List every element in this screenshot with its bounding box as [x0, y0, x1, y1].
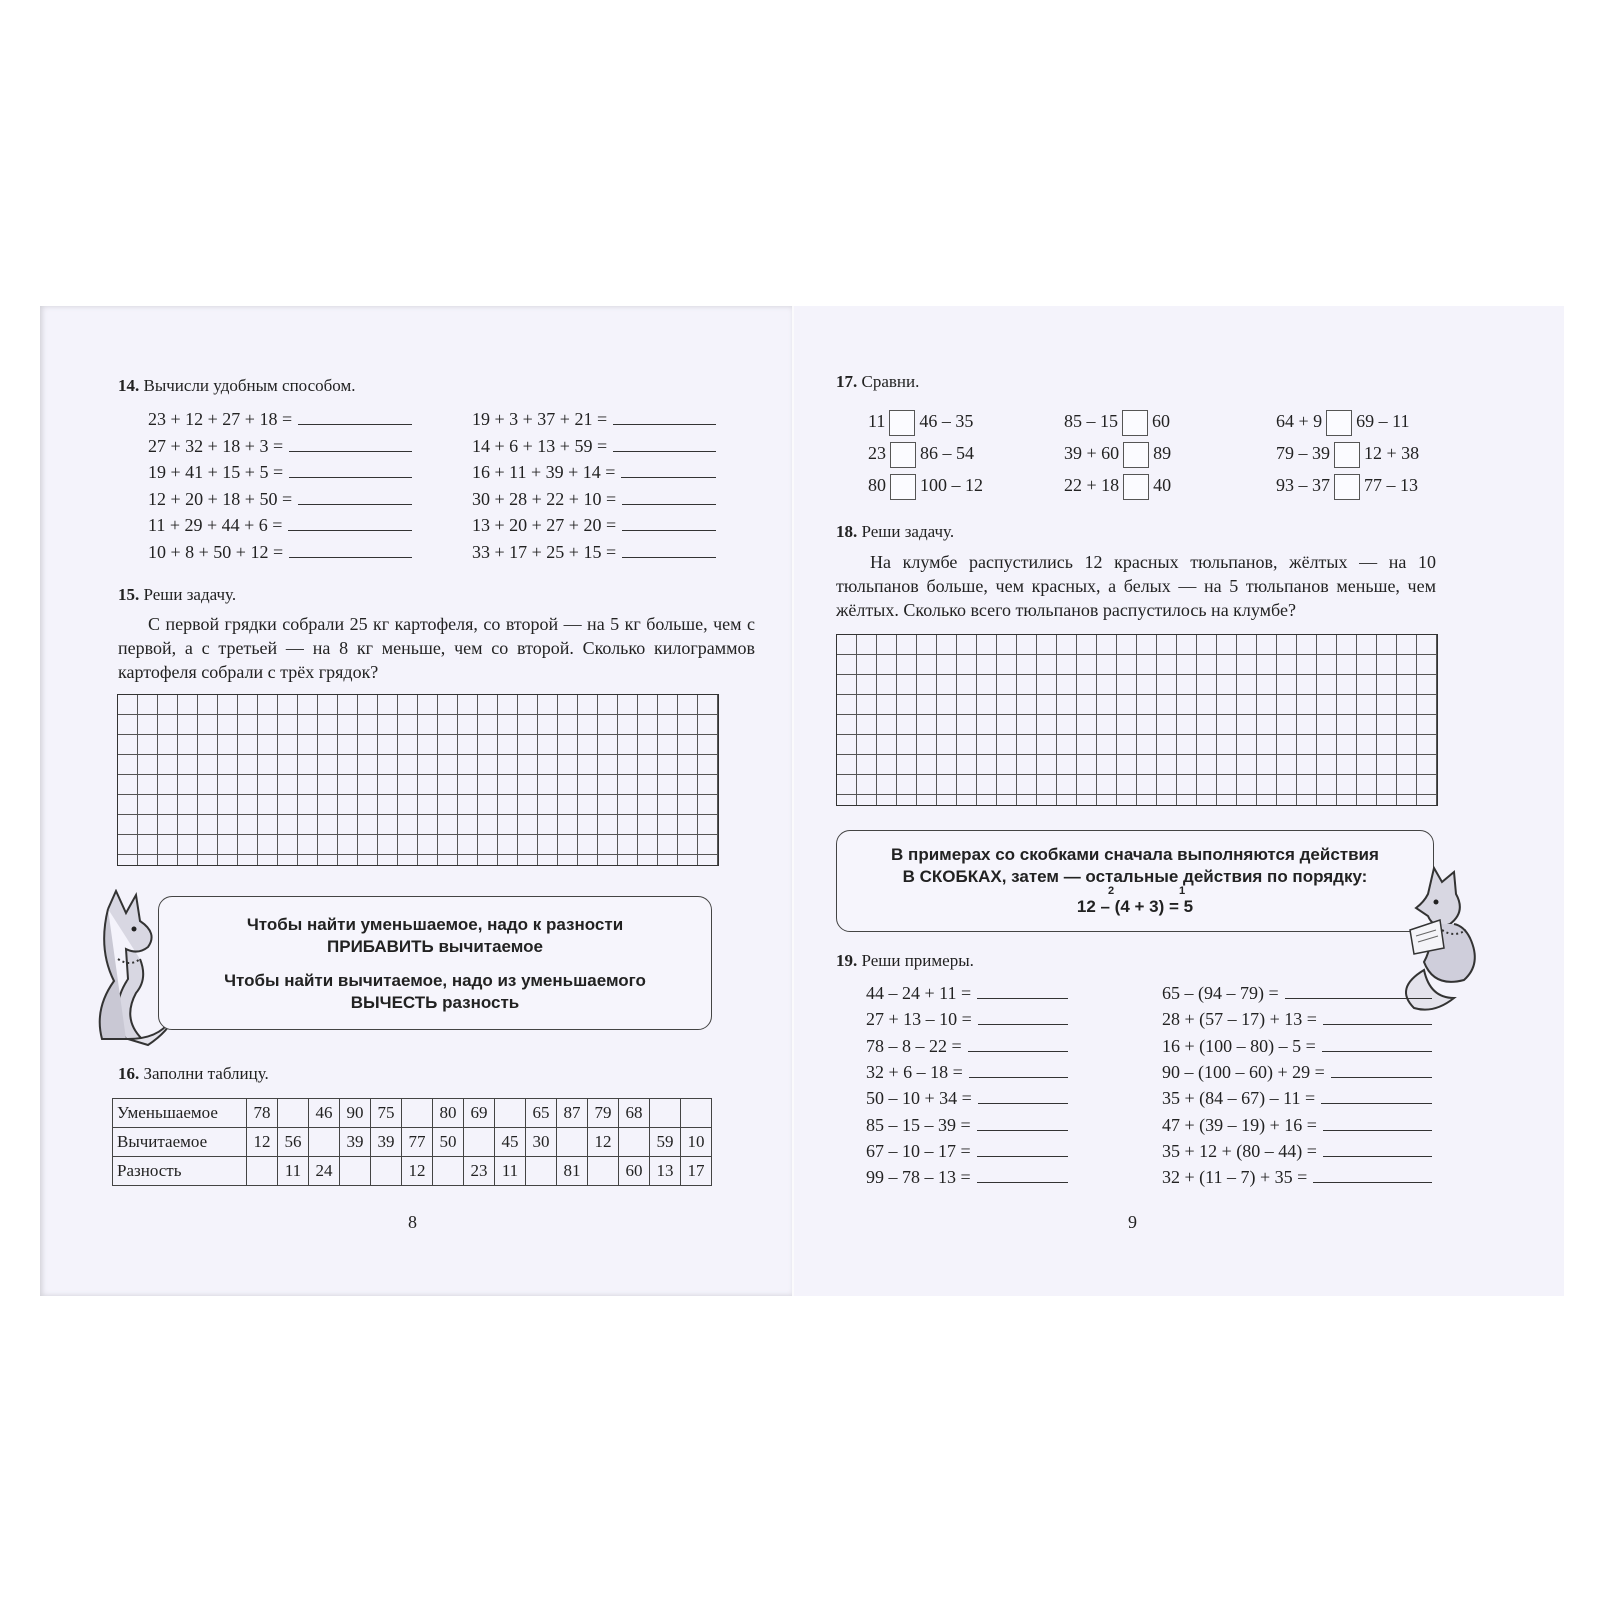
- table-cell: 56: [278, 1128, 309, 1157]
- brackets-rule-line-2: В СКОБКАХ, затем — остальные действия по порядку:: [902, 867, 1368, 886]
- compare-row: [1064, 410, 1170, 436]
- compare-right: 46 – 35: [919, 411, 974, 432]
- equation-text: 11 + 29 + 44 + 6 =: [148, 515, 283, 535]
- equation-text: 19 + 41 + 15 + 5 =: [148, 462, 284, 482]
- table-cell[interactable]: [650, 1099, 681, 1128]
- table-cell[interactable]: [247, 1157, 278, 1186]
- equation-text: 35 + 12 + (80 – 44) =: [1162, 1140, 1317, 1161]
- equation-text: 32 + (11 – 7) + 35 =: [1162, 1167, 1308, 1188]
- task-15-text: С первой грядки собрали 25 кг картофеля, со второй — на 5 кг больше, чем с первой, а с третьей — на 8 кг меньше, чем со второй. Сколько килограммов картофеля собрали с трёх грядок?: [118, 614, 755, 682]
- answer-blank[interactable]: [978, 1006, 1068, 1025]
- table-cell[interactable]: [526, 1157, 557, 1186]
- equation-text: 90 – (100 – 60) + 29 =: [1162, 1061, 1325, 1082]
- compare-left: 23: [868, 443, 886, 464]
- equation-row: [866, 1085, 1068, 1109]
- compare-row: [1064, 442, 1171, 468]
- equation-text: 65 – (94 – 79) =: [1162, 983, 1279, 1003]
- equation-text: 16 + 11 + 39 + 14 =: [472, 462, 616, 482]
- equation-text: 47 + (39 – 19) + 16 =: [1162, 1114, 1317, 1135]
- equation-text: 16 + (100 – 80) – 5 =: [1162, 1035, 1316, 1056]
- row-label: Разность: [113, 1157, 247, 1186]
- answer-blank[interactable]: [621, 459, 716, 478]
- equation-row: [866, 1138, 1068, 1162]
- equation-text: 27 + 32 + 18 + 3 =: [148, 435, 284, 456]
- equation-row: [472, 512, 716, 536]
- equation-text: 35 + (84 – 67) – 11 =: [1162, 1088, 1316, 1109]
- equation-row: [148, 539, 412, 563]
- table-cell[interactable]: [495, 1099, 526, 1128]
- compare-right: 69 – 11: [1356, 411, 1410, 432]
- equation-row: [148, 459, 412, 483]
- equation-row: [472, 459, 716, 483]
- equation-text: 32 + 6 – 18 =: [866, 1061, 963, 1082]
- equation-row: [1162, 1059, 1432, 1083]
- table-cell: 78: [247, 1099, 278, 1128]
- equation-text: 28 + (57 – 17) + 13 =: [1162, 1009, 1317, 1030]
- equation-row: [472, 539, 716, 563]
- equation-row: [866, 1112, 1068, 1136]
- equation-text: 44 – 24 + 11 =: [866, 983, 972, 1003]
- compare-sign-box[interactable]: [1326, 410, 1352, 436]
- rule-line-2: ПРИБАВИТЬ вычитаемое: [327, 937, 543, 956]
- table-cell[interactable]: [619, 1128, 650, 1157]
- compare-row: [1276, 410, 1410, 436]
- task-18-text: На клумбе распустились 12 красных тюльпанов, жёлтых — на 10 тюльпанов больше, чем красных, а белых — на 5 тюльпанов меньше, чем жёлтых. Сколько всего тюльпанов распустилось на клумбе?: [836, 552, 1436, 620]
- equation-row: [1162, 980, 1432, 1004]
- equation-row: [148, 512, 412, 536]
- left-page: [40, 306, 792, 1296]
- compare-left: 22 + 18: [1064, 475, 1120, 496]
- rule-line-4: ВЫЧЕСТЬ разность: [350, 993, 520, 1012]
- compare-right: 12 + 38: [1364, 443, 1420, 464]
- equation-text: 12 + 20 + 18 + 50 =: [148, 488, 293, 509]
- answer-blank[interactable]: [1313, 1164, 1432, 1183]
- compare-left: 80: [868, 475, 886, 496]
- answer-blank[interactable]: [289, 539, 412, 558]
- answer-blank[interactable]: [977, 1138, 1068, 1157]
- right-page: [794, 306, 1564, 1296]
- equation-row: [472, 433, 716, 457]
- fill-table: [112, 1098, 712, 1186]
- compare-row: [868, 474, 983, 500]
- compare-sign-box[interactable]: [890, 474, 916, 500]
- brackets-rule-line-1: В примерах со скобками сначала выполняются действия: [891, 845, 1379, 864]
- answer-blank[interactable]: [289, 459, 412, 478]
- answer-blank[interactable]: [298, 406, 412, 425]
- table-cell[interactable]: [278, 1099, 309, 1128]
- answer-blank[interactable]: [977, 1164, 1068, 1183]
- table-row: [113, 1099, 712, 1128]
- equation-row: [148, 486, 412, 510]
- order-mark-1: 1: [1179, 885, 1186, 897]
- compare-left: 39 + 60: [1064, 443, 1120, 464]
- equation-text: 14 + 6 + 13 + 59 =: [472, 435, 608, 456]
- equation-row: [1162, 1112, 1432, 1136]
- page-number: 9: [1128, 1212, 1137, 1232]
- task-19-title: 19. Реши примеры.: [836, 951, 974, 970]
- table-cell: 60: [619, 1157, 650, 1186]
- equation-row: [472, 486, 716, 510]
- rule-line-1: Чтобы найти уменьшаемое, надо к разности: [246, 915, 624, 934]
- compare-sign-box[interactable]: [889, 410, 915, 436]
- compare-left: 64 + 9: [1276, 411, 1323, 432]
- table-cell: 80: [433, 1099, 464, 1128]
- table-cell: 12: [588, 1128, 619, 1157]
- equation-row: [1162, 1006, 1432, 1030]
- equation-text: 19 + 3 + 37 + 21 =: [472, 409, 608, 429]
- row-label: Уменьшаемое: [113, 1099, 247, 1128]
- compare-sign-box[interactable]: [1123, 474, 1149, 500]
- answer-blank[interactable]: [1322, 1033, 1432, 1052]
- table-cell: 90: [340, 1099, 371, 1128]
- table-cell[interactable]: [371, 1157, 402, 1186]
- table-cell: 39: [371, 1128, 402, 1157]
- table-cell: 23: [464, 1157, 495, 1186]
- table-cell[interactable]: [681, 1099, 712, 1128]
- equation-row: [1162, 1164, 1432, 1188]
- answer-blank[interactable]: [1323, 1138, 1432, 1157]
- page-number: 8: [408, 1212, 417, 1232]
- equation-row: [1162, 1085, 1432, 1109]
- answer-blank[interactable]: [977, 1112, 1068, 1131]
- equation-text: 99 – 78 – 13 =: [866, 1167, 971, 1188]
- equation-row: [148, 406, 412, 430]
- table-cell: 12: [247, 1128, 278, 1157]
- table-cell: 59: [650, 1128, 681, 1157]
- answer-blank[interactable]: [977, 980, 1068, 999]
- compare-sign-box[interactable]: [1334, 474, 1360, 500]
- equation-text: 10 + 8 + 50 + 12 =: [148, 541, 284, 562]
- answer-blank[interactable]: [969, 1059, 1068, 1078]
- table-cell: 11: [495, 1157, 526, 1186]
- brackets-example: 12 – (4 + 3) = 5: [1076, 897, 1194, 916]
- table-cell: 11: [278, 1157, 309, 1186]
- answer-blank[interactable]: [1321, 1085, 1432, 1104]
- table-cell: 87: [557, 1099, 588, 1128]
- compare-sign-box[interactable]: [1334, 442, 1360, 468]
- equation-text: 78 – 8 – 22 =: [866, 1035, 962, 1056]
- table-row: [113, 1157, 712, 1186]
- equation-row: [866, 1033, 1068, 1057]
- table-cell: 24: [309, 1157, 340, 1186]
- compare-left: 11: [868, 411, 886, 432]
- table-cell: 50: [433, 1128, 464, 1157]
- answer-blank[interactable]: [968, 1033, 1068, 1052]
- table-cell: 68: [619, 1099, 650, 1128]
- table-cell[interactable]: [464, 1128, 495, 1157]
- table-cell[interactable]: [588, 1157, 619, 1186]
- answer-blank[interactable]: [622, 539, 716, 558]
- compare-left: 85 – 15: [1064, 411, 1118, 432]
- table-cell: 45: [495, 1128, 526, 1157]
- compare-row: [1276, 474, 1418, 500]
- equation-text: 13 + 20 + 27 + 20 =: [472, 515, 617, 535]
- answer-blank[interactable]: [289, 433, 412, 452]
- equation-row: [866, 1164, 1068, 1188]
- table-cell: 65: [526, 1099, 557, 1128]
- task-14-title: 14. Вычисли удобным способом.: [118, 376, 356, 395]
- equation-row: [1162, 1033, 1432, 1057]
- table-cell: 69: [464, 1099, 495, 1128]
- compare-sign-box[interactable]: [1122, 410, 1148, 436]
- compare-right: 86 – 54: [920, 443, 974, 464]
- answer-grid-18[interactable]: [836, 634, 1438, 806]
- compare-right: 77 – 13: [1364, 475, 1418, 496]
- table-cell: 17: [681, 1157, 712, 1186]
- row-label: Вычитаемое: [113, 1128, 247, 1157]
- table-cell: 10: [681, 1128, 712, 1157]
- equation-text: 33 + 17 + 25 + 15 =: [472, 541, 617, 562]
- answer-blank[interactable]: [622, 486, 716, 505]
- answer-grid-15[interactable]: [117, 694, 719, 866]
- compare-row: [868, 442, 974, 468]
- table-cell: 30: [526, 1128, 557, 1157]
- answer-blank[interactable]: [1331, 1059, 1432, 1078]
- equation-row: [866, 1006, 1068, 1030]
- compare-right: 60: [1152, 411, 1170, 432]
- answer-blank[interactable]: [1285, 980, 1432, 999]
- equation-row: [866, 1059, 1068, 1083]
- compare-left: 93 – 37: [1276, 475, 1330, 496]
- table-cell[interactable]: [309, 1128, 340, 1157]
- table-cell[interactable]: [557, 1128, 588, 1157]
- compare-left: 79 – 39: [1276, 443, 1330, 464]
- table-cell[interactable]: [402, 1099, 433, 1128]
- equation-text: 50 – 10 + 34 =: [866, 1088, 972, 1109]
- compare-sign-box[interactable]: [1123, 442, 1149, 468]
- answer-blank[interactable]: [622, 512, 716, 531]
- compare-right: 89: [1153, 443, 1172, 464]
- compare-sign-box[interactable]: [890, 442, 916, 468]
- answer-blank[interactable]: [613, 433, 716, 452]
- task-18-title: 18. Реши задачу.: [836, 522, 955, 541]
- table-cell: 39: [340, 1128, 371, 1157]
- rule-box-brackets: [836, 830, 1434, 932]
- equation-text: 23 + 12 + 27 + 18 =: [148, 409, 293, 429]
- answer-blank[interactable]: [298, 486, 412, 505]
- table-cell: 81: [557, 1157, 588, 1186]
- answer-blank[interactable]: [978, 1085, 1068, 1104]
- equation-text: 67 – 10 – 17 =: [866, 1140, 971, 1161]
- equation-row: [866, 980, 1068, 1004]
- table-cell: 12: [402, 1157, 433, 1186]
- compare-row: [1064, 474, 1171, 500]
- answer-blank[interactable]: [613, 406, 716, 425]
- compare-row: [1276, 442, 1419, 468]
- equation-text: 27 + 13 – 10 =: [866, 1009, 972, 1030]
- answer-blank[interactable]: [1323, 1006, 1432, 1025]
- answer-blank[interactable]: [1323, 1112, 1432, 1131]
- table-cell: 77: [402, 1128, 433, 1157]
- equation-text: 30 + 28 + 22 + 10 =: [472, 488, 617, 509]
- order-mark-2: 2: [1108, 885, 1115, 897]
- table-cell: 13: [650, 1157, 681, 1186]
- equation-row: [1162, 1138, 1432, 1162]
- table-row: [113, 1128, 712, 1157]
- table-cell[interactable]: [433, 1157, 464, 1186]
- equation-text: 85 – 15 – 39 =: [866, 1114, 971, 1135]
- equation-row: [148, 433, 412, 457]
- compare-right: 40: [1153, 475, 1172, 496]
- table-cell: 79: [588, 1099, 619, 1128]
- compare-right: 100 – 12: [920, 475, 983, 496]
- rule-line-3: Чтобы найти вычитаемое, надо из уменьшаемого: [224, 971, 646, 990]
- table-cell: 46: [309, 1099, 340, 1128]
- task-17-title: 17. Сравни.: [836, 372, 920, 391]
- compare-row: [868, 410, 973, 436]
- table-cell[interactable]: [340, 1157, 371, 1186]
- task-15-title: 15. Реши задачу.: [118, 585, 237, 604]
- table-cell: 75: [371, 1099, 402, 1128]
- task-16-title: 16. Заполни таблицу.: [118, 1064, 269, 1083]
- rule-box-subtraction: [158, 896, 712, 1030]
- answer-blank[interactable]: [288, 512, 412, 531]
- equation-row: [472, 406, 716, 430]
